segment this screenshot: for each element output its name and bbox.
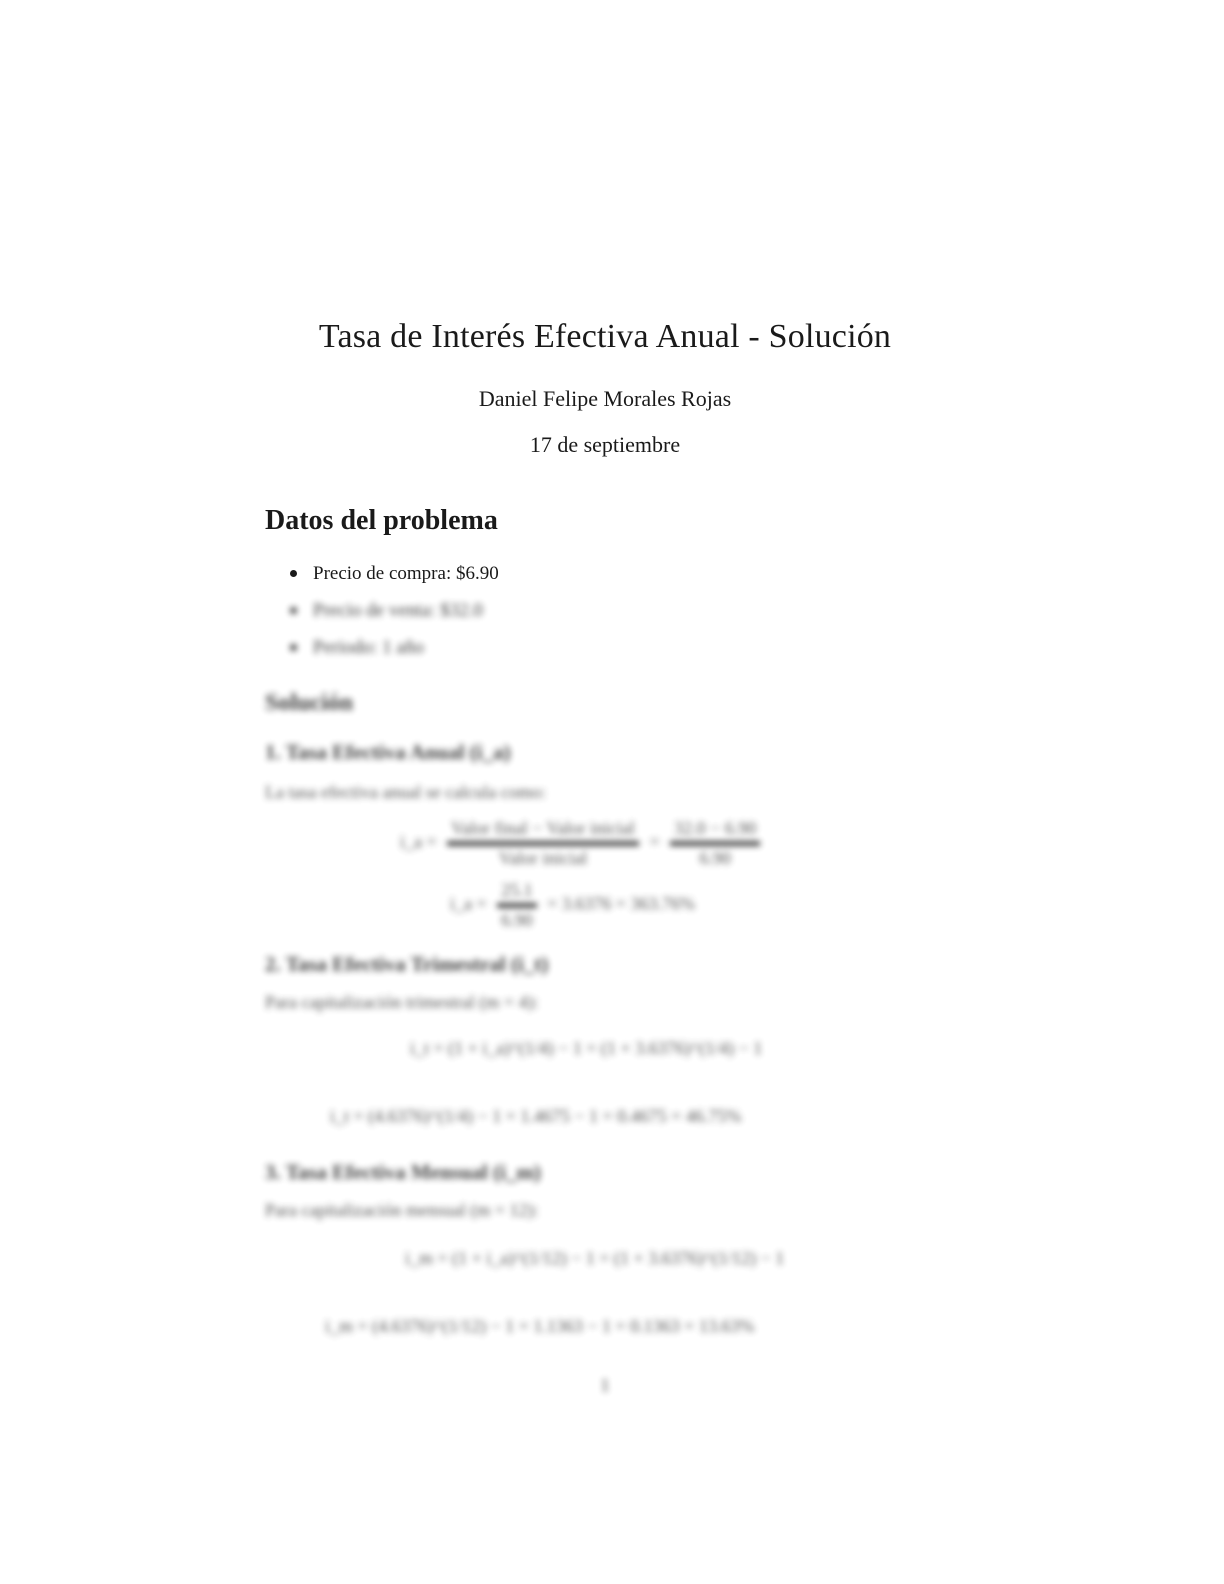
paragraph: Para capitalización trimestral (m = 4): [265,992,539,1012]
list-item-text: Periodo: 1 año [313,636,424,658]
equation-text: = [649,831,660,852]
equation-trimestral-2: i_t = (4.6376)^(1/4) − 1 = 1.4675 − 1 = 0.4675 = 46.75% [330,1106,742,1126]
fraction [447,818,639,869]
equation-text: i_a = [450,893,487,914]
fraction-denominator: 6.90 [501,910,533,930]
equation-anual-2 [450,880,695,931]
fraction-bar [497,903,537,908]
fraction-denominator: 6.90 [699,848,731,868]
equation-text: i_a = [400,831,437,852]
list-item-text: Precio de venta: $32.0 [313,599,483,621]
list-item [290,629,499,666]
fraction-bar [447,841,639,846]
equation-text: = 3.6376 = 363.76% [547,893,695,914]
equation-mensual-2: i_m = (4.6376)^(1/12) − 1 = 1.1363 − 1 = 0.1363 = 13.63% [325,1316,755,1336]
section-heading-datos: Datos del problema [265,505,498,536]
paragraph: La tasa efectiva anual se calcula como: [265,782,546,802]
fraction-numerator: 25.1 [501,880,533,900]
datos-list [290,555,499,666]
bullet-icon [290,570,297,577]
document-author: Daniel Felipe Morales Rojas [478,386,732,411]
fraction-numerator: Valor final − Valor inicial [451,818,635,838]
section-heading-solucion: Solución [265,690,354,716]
list-item [290,555,499,592]
subsection-heading-trimestral: 2. Tasa Efectiva Trimestral (i_t) [265,952,549,976]
fraction-numerator: 32.0 − 6.90 [674,818,757,838]
fraction-denominator: Valor inicial [498,848,588,868]
fraction-bar [670,841,760,846]
equation-trimestral-1: i_t = (1 + i_a)^(1/4) − 1 = (1 + 3.6376)^(1/4) − 1 [410,1038,763,1058]
bullet-icon [290,607,297,614]
page-number: 1 [600,1375,610,1395]
list-item [290,592,499,629]
equation-mensual-1: i_m = (1 + i_a)^(1/12) − 1 = (1 + 3.6376)^(1/12) − 1 [405,1248,785,1268]
subsection-heading-mensual: 3. Tasa Efectiva Mensual (i_m) [265,1160,541,1184]
paragraph: Para capitalización mensual (m = 12): [265,1200,539,1220]
list-item-text: Precio de compra: $6.90 [313,562,499,584]
document-date: 17 de septiembre [529,432,681,457]
subsection-heading-anual: 1. Tasa Efectiva Anual (i_a) [265,740,511,764]
equation-anual-1 [400,818,766,869]
fraction [497,880,537,931]
fraction [670,818,760,869]
document-title: Tasa de Interés Efectiva Anual - Solución [318,318,892,355]
bullet-icon [290,644,297,651]
